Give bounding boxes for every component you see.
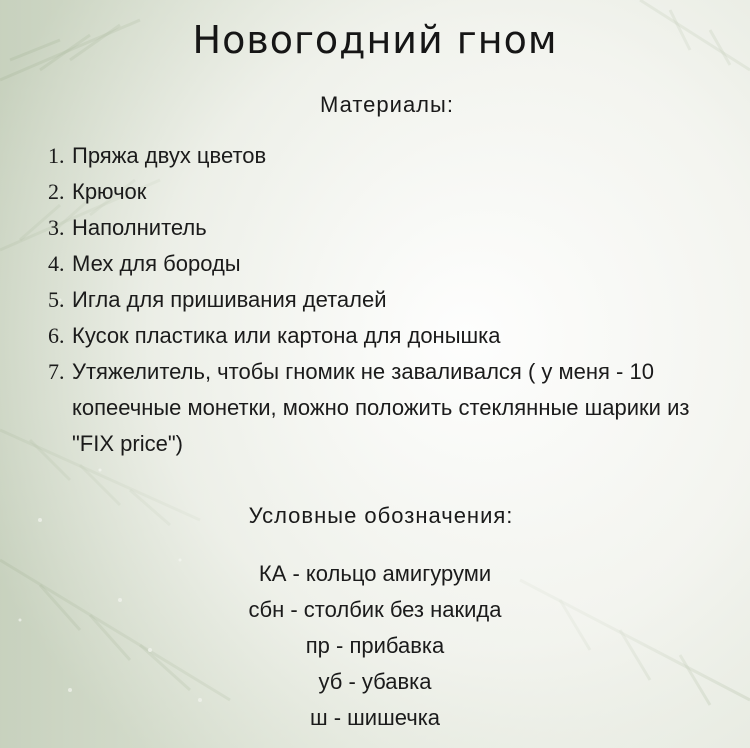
item-text: Наполнитель xyxy=(72,215,207,240)
legend-heading: Условные обозначения: xyxy=(248,503,514,528)
legend-row: пр - прибавка xyxy=(305,633,445,658)
item-number: 3. xyxy=(48,215,65,240)
legend-row: сбн - столбик без накида xyxy=(248,597,502,622)
item-text: Пряжа двух цветов xyxy=(72,143,267,168)
item-number: 6. xyxy=(48,323,65,348)
list-item xyxy=(48,246,728,282)
legend-row: ш - шишечка xyxy=(309,705,441,730)
list-item xyxy=(48,354,728,462)
materials-heading: Материалы: xyxy=(320,92,454,117)
list-item xyxy=(48,210,728,246)
item-text: Игла для пришивания деталей xyxy=(72,287,387,312)
item-number: 5. xyxy=(48,287,65,312)
legend-row: КА - кольцо амигуруми xyxy=(258,561,492,586)
item-text: Крючок xyxy=(72,179,147,204)
item-text: Мех для бороды xyxy=(72,251,241,276)
legend-row: уб - убавка xyxy=(318,669,432,694)
item-number: 2. xyxy=(48,179,65,204)
item-number: 7. xyxy=(48,359,65,384)
legend-list xyxy=(0,556,750,736)
item-text: Утяжелитель, чтобы гномик не заваливался ( у меня - 10 копеечные монетки, можно положить стеклянные шарики из "FIX price") xyxy=(72,359,690,456)
list-item xyxy=(48,138,728,174)
item-text: Кусок пластика или картона для донышка xyxy=(72,323,501,348)
materials-list xyxy=(48,138,728,462)
list-item xyxy=(48,282,728,318)
item-number: 4. xyxy=(48,251,65,276)
page-title: Новогодний гном xyxy=(192,18,558,62)
item-number: 1. xyxy=(48,143,65,168)
list-item xyxy=(48,174,728,210)
list-item xyxy=(48,318,728,354)
